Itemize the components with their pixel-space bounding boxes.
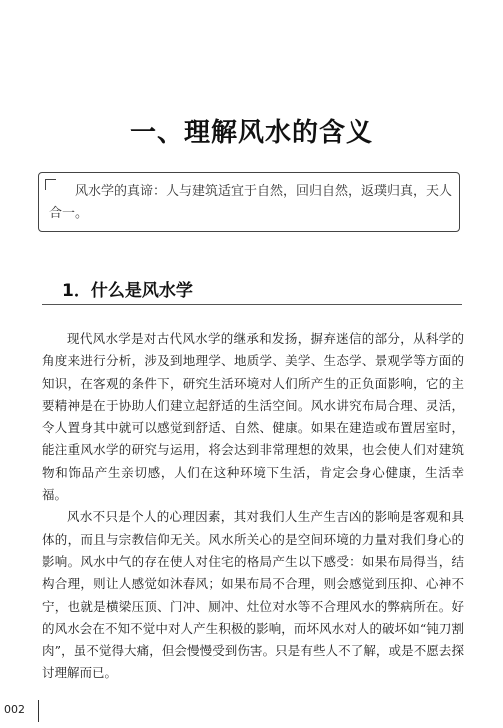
page-margin-marker	[38, 700, 39, 722]
quote-text: 风水学的真谛：人与建筑适宜于自然，回归自然，返璞归真，天人合一。	[49, 184, 453, 221]
paragraph: 风水不只是个人的心理因素，其对我们人生产生吉凶的影响是客观和具体的，而且与宗教信仰无关。风水所关心的是空间环境的力量对我们身心的影响。风水中气的存在使人对住宅的格局产生以下感受：如果布局得当，结构合理，则让人感觉如沐春风；如果布局不合理，则会感觉到压抑、心神不宁，也就是横梁压顶、门冲、厕冲、灶位对水等不合理风水的弊病所在。好的风水会在不知不觉中对人产生积极的影响，而坏风水对人的破坏如“钝刀割肉”，虽不觉得大痛，但会慢慢受到伤害。只是有些人不了解，或是不愿去探讨理解而已。	[42, 509, 464, 681]
chapter-title: 一、理解风水的含义	[129, 118, 373, 148]
section-heading: 1．什么是风水学	[62, 281, 193, 301]
body-text	[42, 328, 464, 685]
quote-box	[38, 172, 460, 232]
section-divider	[42, 304, 462, 305]
paragraph: 现代风水学是对古代风水学的继承和发扬，摒弃迷信的部分，从科学的角度来进行分析，涉及到地理学、地质学、美学、生态学、景观学等方面的知识，在客观的条件下，研究生活环境对人们所产生的正负面影响，它的主要精神是在于协助人们建立起舒适的生活空间。风水讲究布局合理、灵活，令人置身其中就可以感觉到舒适、自然、健康。如果在建造或布置居室时，能注重风水学的研究与运用，将会达到非常理想的效果，也会使人们对建筑物和饰品产生亲切感，人们在这种环境下生活，肯定会身心健康，生活幸福。	[42, 331, 464, 503]
page-number: 002	[4, 703, 25, 716]
